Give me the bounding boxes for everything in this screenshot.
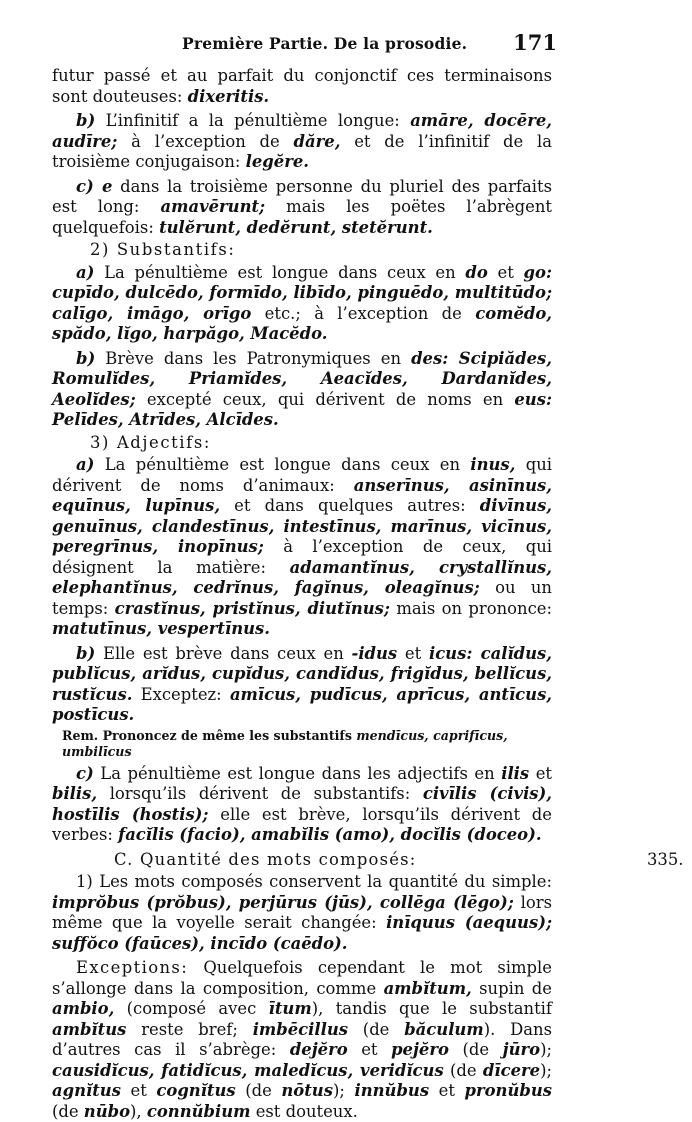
section-heading (114, 849, 684, 871)
paragraph: 1) Les mots composés conservent la quantité du simple: imprŏbus (prŏbus), perjūrus (jūs), collēga (lēgo); lors même que la voyelle serait changée: inīquus (aequus); suffŏco (faūces), incīdo (caēdo). (52, 872, 552, 953)
remark: Rem. Prononcez de même les substantifs mendīcus, caprifīcus, umbilīcus (62, 727, 508, 759)
section-heading-text: C. Quantité des mots composés: (114, 849, 417, 869)
paragraph: b) Elle est brève dans ceux en -idus et icus: calĭdus, publĭcus, arĭdus, cupĭdus, candĭdus, frigĭdus, bellĭcus, rustĭcus. Exceptez: amīcus, pudīcus, aprīcus, antīcus, postīcus. (52, 643, 552, 724)
paragraph: Exceptions: Quelquefois cependant le mot simple s’allonge dans la composition, comme ambĭtum, supin de ambio, (composé avec ītum), tandis que le substantif ambĭtus reste bref; imbēcillus (de băculum). Dans d’autres cas il s’abrège: dejĕro et pejĕro (de jūro); causidĭcus, fatidĭcus, maledĭcus, veridĭcus (de dīcere); agnĭtus et cognĭtus (de nōtus); innŭbus et pronŭbus (de nūbo), connŭbium est douteux. (52, 958, 553, 1121)
paragraph: c) La pénultième est longue dans les adjectifs en ilis et bilis, lorsqu’ils dérivent de substantifs: civīlis (civis), hostīlis (hostis); elle est brève, lorsqu’ils dérivent de verbes: facĭlis (facio), amabĭlis (amo), docĭlis (doceo). (52, 763, 552, 844)
paragraph: b) Brève dans les Patronymiques en des: Scipiădes, Romulĭdes, Priamĭdes, Aeacĭdes, Dardanĭdes, Aeolĭdes; excepté ceux, qui dérivent de noms en eus: Pelīdes, Atrīdes, Alcīdes. (52, 348, 552, 429)
running-title: Première Partie. De la prosodie. (182, 34, 468, 53)
paragraph: futur passé et au parfait du conjonctif ces terminaisons sont douteuses: dixeritis. (52, 66, 552, 106)
paragraph: a) La pénultième est longue dans ceux en do et go: cupīdo, dulcēdo, formīdo, libīdo, pinguēdo, multitūdo; calīgo, imāgo, orīgo etc.; à l’exception de comĕdo, spădo, lĭgo, harpăgo, Macĕdo. (52, 262, 553, 343)
paragraph: c) e dans la troisième personne du pluriel des parfaits est long: amavērunt; mais les poëtes l’abrègent quelquefois: tulĕrunt, dedĕrunt, stetĕrunt. (52, 176, 552, 237)
page-header (52, 30, 557, 60)
paragraph: a) La pénultième est longue dans ceux en inus, qui dérivent de noms d’animaux: anserīnus, asinīnus, equīnus, lupīnus, et dans quelques autres: divīnus, genuīnus, clandestīnus, intestīnus, marīnus, vicīnus, peregrīnus, inopīnus; à l’exception de ceux, qui désignent la matière: adamantĭnus, crystallĭnus, elephantĭnus, cedrĭnus, fagĭnus, oleagĭnus; ou un temps: crastĭnus, pristĭnus, diutĭnus; mais on prononce: matutīnus, vespertīnus. (52, 455, 553, 638)
section-heading: 3) Adjectifs: (90, 432, 211, 452)
margin-number: 335. (647, 849, 684, 869)
paragraph: b) L’infinitif a la pénultième longue: amāre, docēre, audīre; à l’exception de dăre, et de l’infinitif de la troisième conjugaison: legĕre. (52, 111, 552, 171)
page-body (52, 66, 684, 1122)
page-number: 171 (513, 30, 557, 55)
section-heading: 2) Substantifs: (90, 240, 236, 259)
